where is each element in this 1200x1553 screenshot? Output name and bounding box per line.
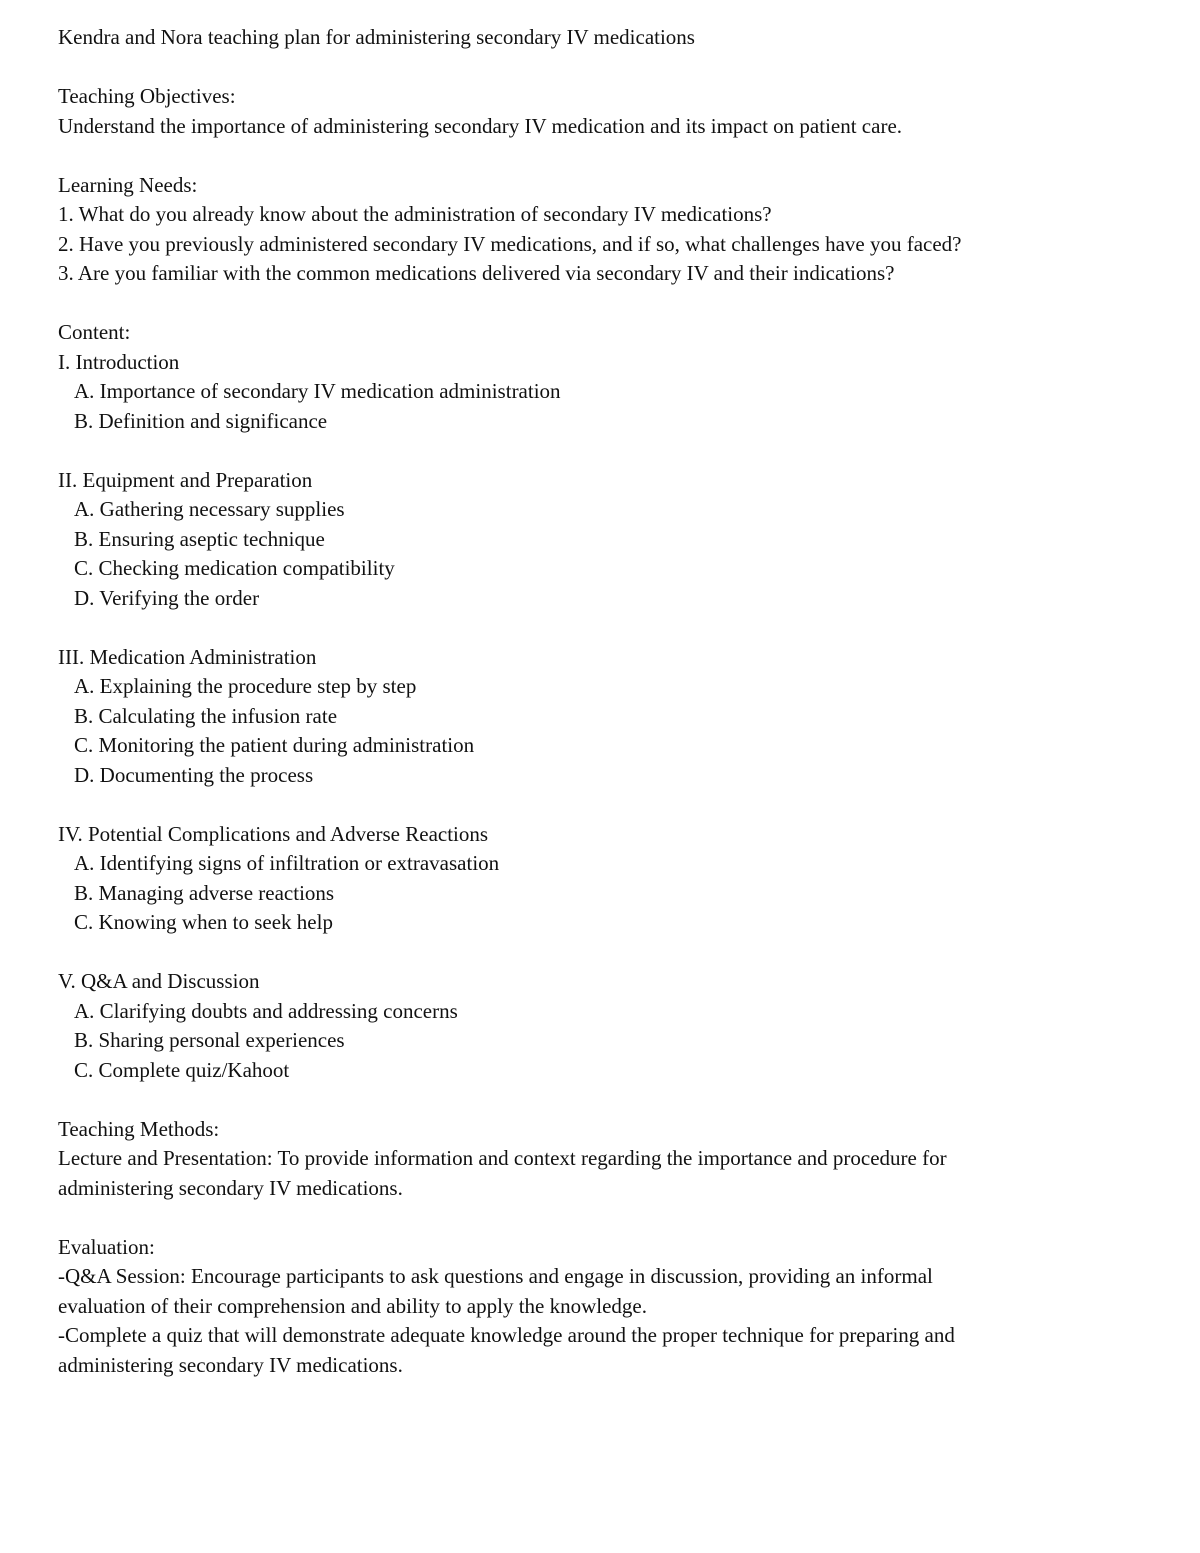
document-page xyxy=(58,23,1158,1380)
spacer xyxy=(58,436,1158,466)
spacer xyxy=(58,289,1158,319)
section-item: A. Gathering necessary supplies xyxy=(74,497,345,521)
document-title: Kendra and Nora teaching plan for administering secondary IV medications xyxy=(58,25,695,49)
section-title: I. Introduction xyxy=(58,349,180,374)
section-item: B. Managing adverse reactions xyxy=(74,880,335,905)
evaluation-text-line: administering secondary IV medications. xyxy=(58,1352,403,1377)
content-heading: Content: xyxy=(58,320,131,344)
content-section-administration xyxy=(58,643,1158,791)
section-title: III. Medication Administration xyxy=(58,644,317,669)
methods-text-line: administering secondary IV medications. xyxy=(58,1175,403,1200)
section-item: B. Definition and significance xyxy=(74,408,328,433)
content-section-equipment xyxy=(58,466,1158,614)
evaluation-text-line: evaluation of their comprehension and ability to apply the knowledge. xyxy=(58,1293,648,1318)
section-item: D. Verifying the order xyxy=(74,585,260,610)
section-item: C. Checking medication compatibility xyxy=(74,556,395,580)
spacer xyxy=(58,1085,1158,1115)
section-item: B. Sharing personal experiences xyxy=(74,1028,345,1052)
section-item: C. Monitoring the patient during administration xyxy=(74,733,475,757)
spacer xyxy=(58,790,1158,820)
methods-heading: Teaching Methods: xyxy=(58,1116,220,1141)
section-item: C. Knowing when to seek help xyxy=(74,910,333,934)
spacer xyxy=(58,613,1158,643)
section-item: A. Clarifying doubts and addressing concerns xyxy=(74,998,458,1023)
section-item: A. Identifying signs of infiltration or extravasation xyxy=(74,851,500,875)
spacer xyxy=(58,938,1158,968)
objectives-text: Understand the importance of administering secondary IV medication and its impact on patient care. xyxy=(58,113,903,138)
content-section-complications xyxy=(58,820,1158,938)
content-section-introduction xyxy=(58,348,1158,437)
evaluation-text-line: -Q&A Session: Encourage participants to ask questions and engage in discussion, providing an informal xyxy=(58,1264,933,1288)
section-title: V. Q&A and Discussion xyxy=(58,969,260,993)
methods-text-line: Lecture and Presentation: To provide information and context regarding the importance and procedure for xyxy=(58,1146,947,1170)
section-item: B. Ensuring aseptic technique xyxy=(74,526,325,551)
section-title: IV. Potential Complications and Adverse Reactions xyxy=(58,821,489,846)
learning-need-item: 3. Are you familiar with the common medications delivered via secondary IV and their indications? xyxy=(58,261,895,285)
section-title: II. Equipment and Preparation xyxy=(58,467,313,492)
learning-need-item: 1. What do you already know about the administration of secondary IV medications? xyxy=(58,202,772,226)
section-item: B. Calculating the infusion rate xyxy=(74,703,338,728)
learning-need-item: 2. Have you previously administered secondary IV medications, and if so, what challenges have you faced? xyxy=(58,231,962,256)
section-item: D. Documenting the process xyxy=(74,762,314,787)
spacer xyxy=(58,1203,1158,1233)
evaluation-heading: Evaluation: xyxy=(58,1234,155,1259)
evaluation-text-line: -Complete a quiz that will demonstrate adequate knowledge around the proper technique for preparing and xyxy=(58,1323,955,1347)
section-item: C. Complete quiz/Kahoot xyxy=(74,1057,290,1082)
objectives-heading: Teaching Objectives: xyxy=(58,84,236,108)
section-item: A. Explaining the procedure step by step xyxy=(74,674,417,698)
spacer xyxy=(58,141,1158,171)
section-item: A. Importance of secondary IV medication administration xyxy=(74,379,561,403)
spacer xyxy=(58,53,1158,83)
content-section-qa xyxy=(58,967,1158,1085)
learning-needs-heading: Learning Needs: xyxy=(58,172,198,197)
